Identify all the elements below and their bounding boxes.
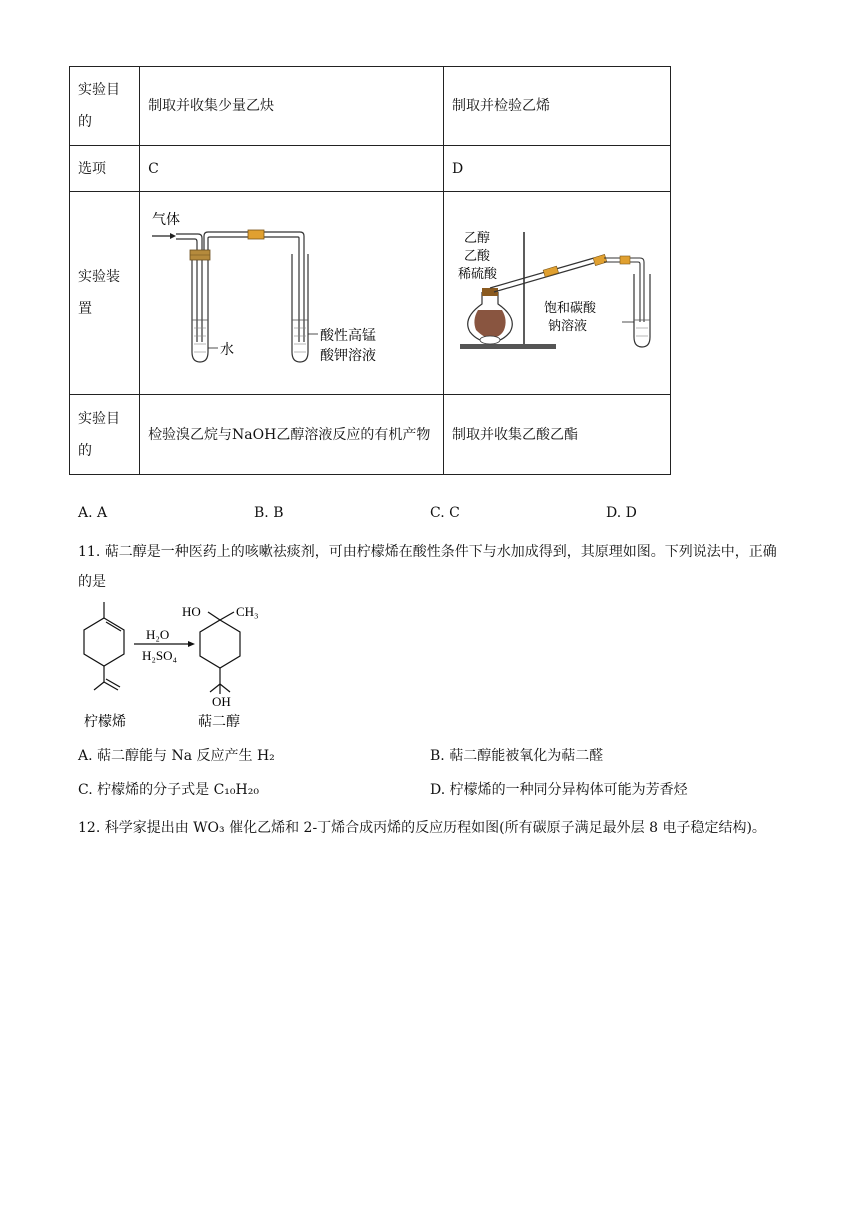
q11-option-c[interactable]: C. 柠檬烯的分子式是 C₁₀H₂₀	[78, 782, 259, 798]
purpose-d: 制取并检验乙烯	[443, 67, 670, 146]
reagent-bottom: H₂SO₄	[142, 648, 178, 663]
q11-option-d[interactable]: D. 柠檬烯的一种同分异构体可能为芳香烃	[430, 782, 688, 798]
product-name: 萜二醇	[198, 715, 240, 730]
purpose2-c: 检验溴乙烷与NaOH乙醇溶液反应的有机产物	[140, 395, 444, 475]
apparatus-d	[443, 192, 670, 395]
oh-label: OH	[212, 694, 231, 709]
table-row	[70, 146, 671, 192]
option-c: C	[140, 146, 444, 192]
ethanol-label: 乙醇	[463, 230, 490, 245]
na2co3-label-2: 钠溶液	[547, 318, 587, 333]
q12-stem: 12. 科学家提出由 WO₃ 催化乙烯和 2-丁烯合成丙烯的反应历程如图(所有碳原子满足最外层 8 电子稳定结构)。	[78, 820, 766, 836]
purpose-c: 制取并收集少量乙炔	[140, 67, 444, 146]
apparatus-c	[140, 192, 444, 395]
apparatus-c-diagram	[140, 192, 440, 382]
ho-label: HO	[182, 604, 201, 619]
purpose2-d: 制取并收集乙酸乙酯	[443, 395, 670, 475]
experiment-table	[69, 66, 671, 475]
table-row	[70, 395, 671, 475]
sulfuric-label: 稀硫酸	[457, 266, 497, 281]
q11-option-a[interactable]: A. 萜二醇能与 Na 反应产生 H₂	[78, 748, 275, 764]
acetic-label: 乙酸	[463, 248, 490, 263]
gas-label: 气体	[152, 213, 181, 228]
option-d: D	[443, 146, 670, 192]
q10-option-a[interactable]: A. A	[78, 505, 108, 521]
q11-stem: 11. 萜二醇是一种医药上的咳嗽祛痰剂，可由柠檬烯在酸性条件下与水加成得到，其原理如图。下列说法中，正确的是	[78, 544, 777, 590]
q10-option-c[interactable]: C. C	[430, 505, 460, 521]
row-label-purpose-2: 实验目的	[70, 395, 140, 475]
kmno4-label-1: 酸性高锰	[320, 329, 377, 344]
na2co3-label-1: 饱和碳酸	[543, 300, 596, 315]
row-label-option: 选项	[70, 146, 140, 192]
ch3-label: CH₃	[236, 604, 259, 619]
q11-option-b[interactable]: B. 萜二醇能被氧化为萜二醛	[430, 748, 604, 764]
row-label-purpose: 实验目的	[70, 67, 140, 146]
kmno4-label-2: 酸钾溶液	[320, 349, 377, 364]
q11-reaction-diagram	[78, 600, 278, 736]
apparatus-d-diagram	[444, 192, 670, 382]
reagent-top: H₂O	[146, 627, 170, 642]
q10-option-d[interactable]: D. D	[606, 505, 637, 521]
water-label: 水	[220, 343, 235, 358]
table-row	[70, 67, 671, 146]
row-label-apparatus: 实验装置	[70, 192, 140, 395]
reactant-name: 柠檬烯	[84, 715, 126, 730]
table-row	[70, 192, 671, 395]
q10-option-b[interactable]: B. B	[254, 505, 284, 521]
